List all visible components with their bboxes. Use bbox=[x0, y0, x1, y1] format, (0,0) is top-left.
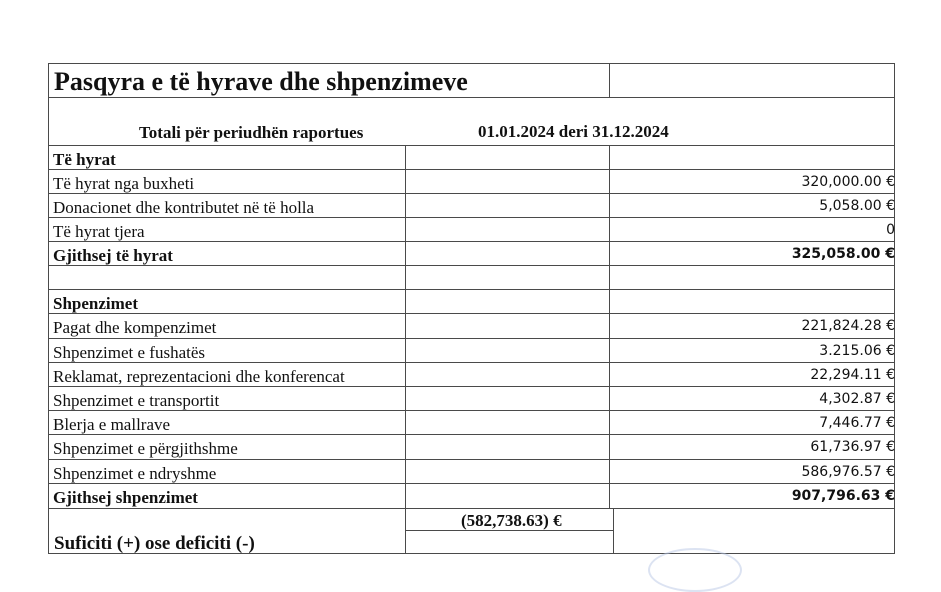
row-rule bbox=[48, 313, 894, 314]
border-left bbox=[48, 63, 49, 553]
result-value: (582,738.63) € bbox=[461, 511, 562, 530]
expense-row-label: Reklamat, reprezentacioni dhe konferencat bbox=[53, 367, 345, 386]
expenses-total-value: 907,796.63 € bbox=[791, 488, 895, 504]
result-label: Suficiti (+) ose deficiti (-) bbox=[54, 533, 255, 554]
income-row-label: Donacionet dhe kontributet në të holla bbox=[53, 198, 315, 217]
expenses-total-label: Gjithsej shpenzimet bbox=[53, 488, 198, 507]
row-rule bbox=[48, 169, 894, 170]
row-rule bbox=[48, 241, 894, 242]
income-heading: Të hyrat bbox=[53, 150, 116, 169]
income-row-label: Të hyrat tjera bbox=[53, 222, 145, 241]
row-rule bbox=[48, 265, 894, 266]
expense-row-value: 7,446.77 € bbox=[819, 415, 895, 431]
income-total-value: 325,058.00 € bbox=[791, 246, 895, 262]
row-rule bbox=[48, 338, 894, 339]
income-total-label: Gjithsej të hyrat bbox=[53, 246, 173, 265]
col-divider-1 bbox=[405, 145, 406, 553]
col-divider-2 bbox=[609, 145, 610, 508]
expense-row-value: 22,294.11 € bbox=[810, 367, 895, 383]
col-divider-2b bbox=[613, 508, 614, 553]
statement-title: Pasqyra e të hyrave dhe shpenzimeve bbox=[54, 67, 468, 96]
expense-row-label: Shpenzimet e ndryshme bbox=[53, 464, 217, 483]
expenses-heading: Shpenzimet bbox=[53, 294, 138, 313]
expense-row-label: Blerja e mallrave bbox=[53, 415, 171, 434]
period-label: Totali për periudhën raportues bbox=[139, 123, 364, 142]
period-value: 01.01.2024 deri 31.12.2024 bbox=[478, 122, 669, 141]
expense-row-value: 3.215.06 € bbox=[819, 343, 895, 359]
title-divider bbox=[609, 63, 610, 97]
title-rule bbox=[48, 97, 894, 98]
row-rule bbox=[48, 508, 894, 509]
expense-row-label: Shpenzimet e përgjithshme bbox=[53, 439, 238, 458]
expense-row-value: 221,824.28 € bbox=[801, 318, 895, 334]
row-rule bbox=[48, 289, 894, 290]
income-row-value: 320,000.00 € bbox=[801, 174, 895, 190]
expense-row-label: Shpenzimet e transportit bbox=[53, 391, 220, 410]
income-row-value: 5,058.00 € bbox=[819, 198, 895, 214]
expense-row-label: Shpenzimet e fushatës bbox=[53, 343, 206, 362]
period-rule bbox=[48, 145, 894, 146]
border-top bbox=[48, 63, 894, 64]
expense-row-value: 4,302.87 € bbox=[819, 391, 895, 407]
expense-row-label: Pagat dhe kompenzimet bbox=[53, 318, 217, 337]
income-row-value: 0 bbox=[886, 222, 895, 238]
row-rule bbox=[48, 459, 894, 460]
expense-row-value: 586,976.57 € bbox=[801, 464, 895, 480]
income-row-label: Të hyrat nga buxheti bbox=[53, 174, 195, 193]
stamp-seal bbox=[648, 548, 742, 592]
expense-row-value: 61,736.97 € bbox=[810, 439, 895, 455]
row-rule bbox=[48, 434, 894, 435]
